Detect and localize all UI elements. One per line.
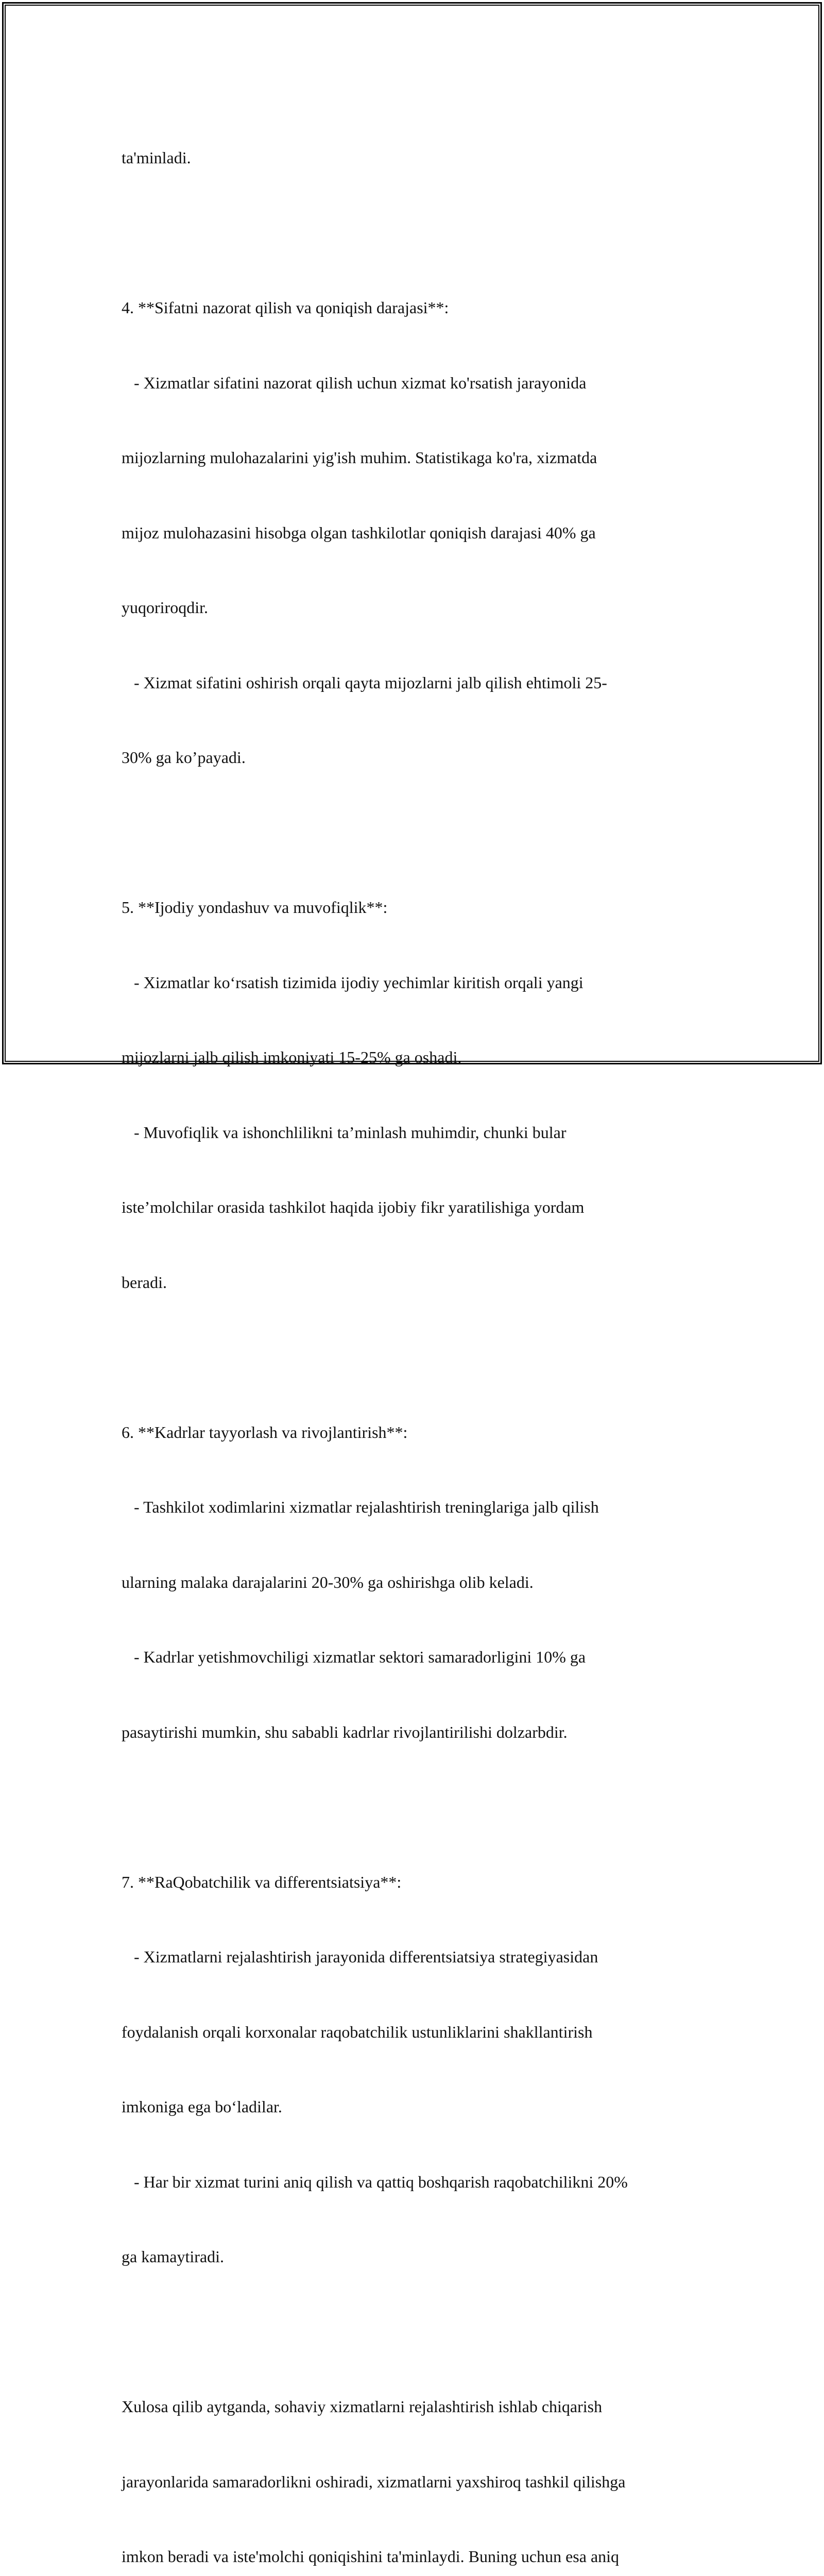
paragraph-gap (122, 221, 714, 246)
section-6-paragraph (122, 1370, 714, 1795)
text-line: mijozlarni jalb qilish imkoniyati 15-25% ga oshadi. (122, 1048, 462, 1066)
section-heading: 6. **Kadrlar tayyorlash va rivojlantirish**: (122, 1422, 408, 1442)
text-line: Xulosa qilib aytganda, sohaviy xizmatlarni rejalashtirish ishlab chiqarish (122, 2397, 603, 2416)
text-line: pasaytirishi mumkin, shu sababli kadrlar rivojlantirilishi dolzarbdir. (122, 1722, 568, 1741)
text-line: iste’molchilar orasida tashkilot haqida ijobiy fikr yaratilishiga yordam (122, 1198, 585, 1216)
paragraph-gap (122, 2319, 714, 2345)
text-line: mijozlarning mulohazalarini yig'ish muhim. Statistikaga ko'ra, xizmatda (122, 448, 597, 467)
text-line: mijoz mulohazasini hisobga olgan tashkilotlar qoniqish darajasi 40% ga (122, 523, 596, 542)
text-line: imkoniga ega bo‘ladilar. (122, 2097, 282, 2116)
section-heading: 4. **Sifatni nazorat qilish va qoniqish darajasi**: (122, 298, 449, 317)
text-line: - Kadrlar yetishmovchiligi xizmatlar sektori samaradorligini 10% ga (122, 1648, 586, 1666)
text-line: - Xizmatlar sifatini nazorat qilish uchun xizmat ko'rsatish jarayonida (122, 373, 587, 392)
paragraph-gap (122, 1345, 714, 1370)
text-line: - Tashkilot xodimlarini xizmatlar rejalashtirish treninglariga jalb qilish (122, 1498, 599, 1516)
text-line: - Har bir xizmat turini aniq qilish va qattiq boshqarish raqobatchilikni 20% (122, 2172, 628, 2191)
text-line: ta'minladi. (122, 148, 191, 167)
document-body (122, 95, 714, 2576)
text-line: beradi. (122, 1273, 167, 1292)
paragraph-gap (122, 1794, 714, 1820)
text-line: ularning malaka darajalarini 20-30% ga oshirishga olib keladi. (122, 1572, 534, 1591)
section-4-paragraph (122, 245, 714, 820)
text-line: imkon beradi va iste'molchi qoniqishini ta'minlaydi. Buning uchun esa aniq (122, 2547, 620, 2566)
text-line: jarayonlarida samaradorlikni oshiradi, xizmatlarni yaxshiroq tashkil qilishga (122, 2472, 626, 2491)
section-5-paragraph (122, 845, 714, 1345)
section-7-paragraph (122, 1820, 714, 2319)
section-heading: 5. **Ijodiy yondashuv va muvofiqlik**: (122, 898, 388, 917)
text-line: 30% ga ko’payadi. (122, 748, 246, 767)
continuation-paragraph (122, 95, 714, 221)
text-line: - Xizmatlarni rejalashtirish jarayonida differentsiatsiya strategiyasidan (122, 1947, 598, 1966)
paragraph-gap (122, 820, 714, 845)
text-line: - Xizmatlar ko‘rsatish tizimida ijodiy yechimlar kiritish orqali yangi (122, 973, 583, 992)
text-line: foydalanish orqali korxonalar raqobatchilik ustunliklarini shakllantirish (122, 2022, 593, 2041)
section-heading: 7. **RaQobatchilik va differentsiatsiya**: (122, 1872, 402, 1891)
text-line: ga kamaytiradi. (122, 2247, 225, 2266)
text-line: - Muvofiqlik va ishonchlilikni ta’minlash muhimdir, chunki bular (122, 1123, 566, 1142)
conclusion-paragraph (122, 2344, 714, 2576)
text-line: yuqoriroqdir. (122, 598, 208, 617)
text-line: - Xizmat sifatini oshirish orqali qayta mijozlarni jalb qilish ehtimoli 25- (122, 673, 607, 692)
